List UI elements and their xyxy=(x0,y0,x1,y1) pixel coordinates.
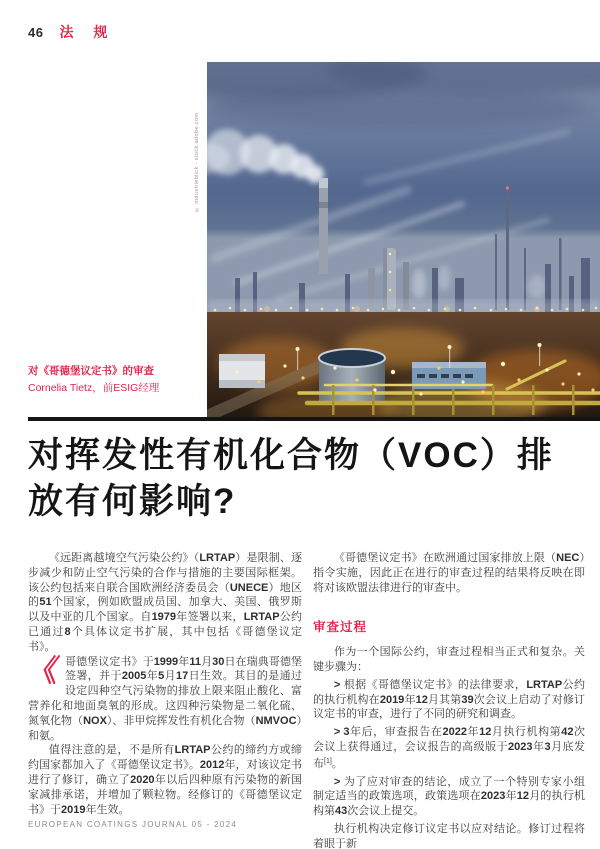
industrial-plant-photo xyxy=(207,62,600,420)
bullet-marker: > xyxy=(333,726,341,739)
journal-footer: EUROPEAN COATINGS JOURNAL 05 - 2024 xyxy=(28,820,238,829)
paragraph-lrtap-intro: 《远距离越境空气污染公约》（LRTAP）是限制、逐步减少和防止空气污染的合作与措施的主要国际框架。该公约包括来自联合国欧洲经济委员会（UNECE）地区的51个国家，例如欧盟成员国、加拿大、美国、俄罗斯以及中亚的几个国家。自1979年签署以来，LRTAP公约已通过8个具体议定书扩展，其中包括《哥德堡议定书》。 xyxy=(28,552,303,653)
paragraph-decision: 执行机构决定修订议定书以应对结论。修订过程将着眼于新 xyxy=(313,822,585,849)
bullet-item-2 xyxy=(313,725,585,771)
column-right xyxy=(313,551,585,849)
section-heading-review-process: 审查过程 xyxy=(313,620,368,635)
bullet-text-2: 3年后，审查报告在2022年12月执行机构第42次会议上获得通过，会议报告的高级版于2023年3月底发布[1]。 xyxy=(313,726,586,770)
article-title xyxy=(28,433,598,525)
bullet-text-1: 根据《哥德堡议定书》的法律要求，LRTAP公约的执行机构在2019年12月其第39次会议上启动了对修订议定书的审查，进行了不同的研究和调查。 xyxy=(313,678,586,721)
paragraph-gothenburg xyxy=(25,654,303,744)
page-header xyxy=(28,22,115,42)
paragraph-nec: 《哥德堡议定书》在欧洲通过国家排放上限（NEC）指令实施，因此正在进行的审查过程的结果将反映在即将对该欧盟法律进行的审查中。 xyxy=(313,552,586,594)
photo-credit: © industrieblick - stock.adobe.com xyxy=(194,112,200,212)
refinery-dusk-art xyxy=(207,62,600,420)
bullet-item-1 xyxy=(313,678,585,722)
pull-quote-mark: 《 xyxy=(25,654,61,688)
page-number: 46 xyxy=(28,25,44,40)
divider-rule xyxy=(28,417,600,421)
bullet-text-3: 为了应对审查的结论，成立了一个特别专家小组制定适当的政策选项，政策选项在2023年12月的执行机构第43次会议上提交。 xyxy=(313,775,586,818)
paragraph-key-steps: 作为一个国际公约，审查过程相当正式和复杂。关键步骤为： xyxy=(313,646,585,673)
paragraph-gothenburg-text: 哥德堡议定书》于1999年11月30日在瑞典哥德堡签署，并于2005年5月17日生效。其目的是通过设定四种空气污染物的排放上限来阻止酸化、富营养化和地面臭氧的形成。这四种污染物是二氧化硫、氮氧化物（NOX）、非甲烷挥发性有机化合物（NMVOC）和氨。 xyxy=(28,655,303,742)
photo-caption xyxy=(28,363,206,396)
bullet-marker: > xyxy=(333,678,341,691)
section-label: 法 规 xyxy=(59,24,116,40)
photo-caption-author: Cornelia Tietz，前ESIG经理 xyxy=(28,381,160,394)
bullet-item-3 xyxy=(313,775,585,819)
photo-caption-title: 对《哥德堡议定书》的审查 xyxy=(28,365,154,377)
column-left xyxy=(25,551,303,817)
bullet-marker: > xyxy=(333,775,341,788)
paragraph-amendment: 值得注意的是，不是所有LRTAP公约的缔约方或缔约国家都加入了《哥德堡议定书》。2012年，对该议定书进行了修订，确立了2020年以后四种原有污染物的新国家减排承诺，并增加了颗粒物。经修订的《哥德堡议定书》于2019年生效。 xyxy=(28,744,303,816)
article-title-line-1: 对挥发性有机化合物（VOC）排 xyxy=(28,436,554,475)
article-title-line-2: 放有何影响? xyxy=(28,482,237,521)
